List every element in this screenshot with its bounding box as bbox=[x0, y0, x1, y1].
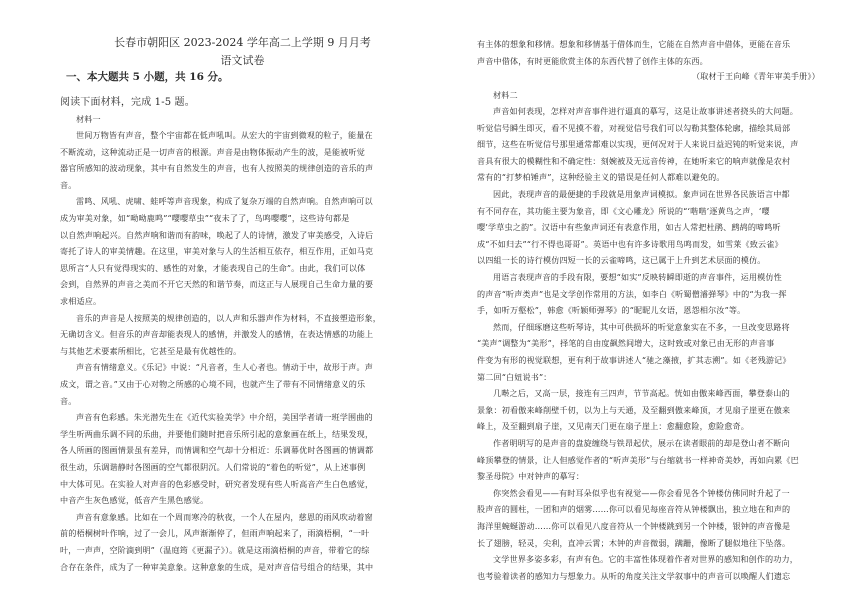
text-line: 以自然声响起兴。自然声响和谐而有韵味，唤起了人的诗情，激发了审美感受，入诗后 bbox=[60, 229, 374, 240]
material2-label: 材料二 bbox=[493, 90, 518, 100]
text-line: 峰上，及至翻到扇子崖，又见南天门更在扇子崖上：愈翻愈险，愈险愈奇。 bbox=[477, 421, 750, 432]
text-line: 然而，仔细琢磨这些听琴诗，其中可供损坏的听觉意象实在不多，一旦改变思路将 bbox=[493, 321, 790, 332]
text-line: 声音中借体，有时更能欣赏主体的东西代替了创作主体的东西。 bbox=[477, 55, 708, 66]
text-line: 会到，自然界的声音之美而不开它天然的和谐节奏，而这正与人展现自己生命力量的要 bbox=[60, 279, 374, 290]
text-line: 也考验着读者的感知力与想象力。从听的角度关注文学叙事中的声音可以唤醒人们遗忘 bbox=[477, 570, 791, 581]
text-line: 寄托了诗人的审美情趣。在这里，审美对象与人的生活相互依存，相互作用，正如马克 bbox=[60, 246, 374, 257]
text-line: 听觉信号瞬生即灭，看不见摸不着，对视觉信号我们可以勾勒其整体轮廓，描绘其局部 bbox=[477, 122, 791, 133]
text-line: 不断流动，这种流动正是一切声音的根源。声音是由物体振动产生的波，是能被听觉 bbox=[60, 146, 366, 157]
source-citation: （取材于王向峰《青年审美手册》） bbox=[692, 71, 820, 81]
text-line: 文学世界多姿多彩，有声有色。它的丰富性体现着作者对世界的感知和创作的功力， bbox=[493, 554, 799, 565]
text-line: 音乐的声音是人按照美的规律创造的，以人声和乐器声作为材料，不直接塑造形象， bbox=[76, 312, 382, 323]
text-line: 很生动，乐调谐静时各图画的空气都很阴沉。人们常说的“着色的听觉”，从上述事例 bbox=[60, 462, 366, 472]
text-line: 声音有情绪意义。《乐记》中说：“凡音者，生人心者也。情动于中，故形于声。声 bbox=[76, 362, 374, 373]
text-line: 手，如听万壑松”，韩愈《听颖师弹琴》的“昵昵儿女语，恩怨相尔汝”等。 bbox=[477, 305, 746, 316]
text-line: 求相适应。 bbox=[60, 296, 102, 306]
text-line: 前的梧桐树叶作响，过了一会儿，风声渐渐停了，但雨声响起来了，雨滴梧桐，“一叶 bbox=[60, 528, 370, 539]
text-line: 声音有色彩感。朱光潜先生在《近代实验美学》中介绍，美国学者请一班学围曲的 bbox=[76, 412, 373, 423]
text-line: 细节，这些在听觉信号那里通常都难以实现，更何况对于人来说日益迟钝的听觉来说，声 bbox=[477, 139, 799, 150]
exam-title: 长春市朝阳区 2023-2024 学年高二上学期 9 月月考 bbox=[114, 36, 371, 49]
text-line: 因此，表现声音的最便捷的手段就是用象声词模拟。象声词在世界各民族语言中都 bbox=[493, 189, 790, 199]
text-line: 长了翅膀，轻灵，尖利，直冲云霄；木钟的声音微弱，蹒跚，像断了腿似地往下坠落。 bbox=[477, 537, 791, 548]
text-line: 声音如何表现，怎样对声音事件进行逼真的摹写，这是让故事讲述者挠头的大问题。 bbox=[493, 106, 799, 116]
instruction-text: 阅读下面材料，完成 1-5 题。 bbox=[60, 97, 195, 108]
text-line: 嘤’学草虫之韵”。汉语中有些象声词还有表意作用，如古人常把杜鹃、鹧鸪的啼鸣听 bbox=[477, 222, 781, 233]
section-heading: 一、本大题共 5 小题，共 16 分。 bbox=[66, 71, 229, 83]
text-line: 以四組一长的诗行模仿四短一长的云雀啼鸣，这已属于上升到艺术层面的模仿。 bbox=[477, 255, 766, 266]
text-line: 各人所画的图画情景虽有差异，而情调和空气却十分相近：乐调幕优时各图画的情调都 bbox=[60, 445, 374, 456]
text-line: 成为审美对象，如“呦呦鹿鸣”“嘤嘤草虫”“夜未了了，鸟鸣嘤嘤”，这些诗句都是 bbox=[60, 213, 350, 223]
text-line: 世间万物皆有声音，整个宇宙都在低声吼叫。从宏大的宇宙到微观的粒子，能量在 bbox=[76, 130, 373, 140]
text-line: 峰顶攀登的情景，让人但感觉作者的“听声美形”与台缩就书一样神奇美妙，再如向累《巴 bbox=[477, 454, 799, 465]
text-line: “美声”调整为“美形”，择笔的自由度飙然间增大，这时致或对象已由无形的声音事 bbox=[477, 338, 775, 349]
exam-subtitle: 语文试卷 bbox=[220, 54, 265, 67]
text-line: 成文，谓之音。”又由于心对物之所感的心境不同，也就产生了带有不同情绪意义的乐 bbox=[60, 379, 366, 389]
text-line: 音。 bbox=[60, 179, 77, 190]
text-line: 用语言表现声音的手段有限，要想“如实”反映转瞬即逝的声音事件，运用模仿性 bbox=[493, 272, 782, 282]
text-line: 思所言“人只有觉得现实的、感性的对象，才能表现自己的生命”。由此，我们可以体 bbox=[60, 262, 366, 273]
text-line: 叶，一声声，空阶滴到明”（温庭筠《更漏子》）。就是这雨滴梧桐的声音，带着它的综 bbox=[60, 545, 370, 555]
text-line: 中大体可见。在实验人对声音的色彩感受时，研究者发现有些人听高音产生白色感觉， bbox=[60, 478, 374, 489]
material1-label: 材料一 bbox=[76, 114, 101, 124]
text-line: 成“不如归去”“行不得也哥哥”。英语中也有许多诗歌用鸟鸣而发，如雪莱《致云雀》 bbox=[477, 238, 783, 249]
text-line: 股声音的圆柱，一团和声的烟雾……你可以看见每座音符从钟楼飘出，独立地在和声的 bbox=[477, 504, 791, 515]
text-line: 景象：初看傲来峰削壁千仞，以为上与天通，及至翻到傲来峰顶，才见扇子崖更在傲来 bbox=[477, 404, 791, 415]
text-line: 中音产生灰色感觉，低音产生黑色感觉。 bbox=[60, 495, 209, 506]
text-line: 器官所感知的波动现象，其中有自然发生的声音，也有人按照美的规律创造的音乐的声 bbox=[60, 163, 374, 174]
text-line: 常有的“打梦柏锤声”，这种经验主义的错误是任何人都难以避免的。 bbox=[477, 172, 725, 183]
text-line: 的声音“听声类声”也是文学创作常用的方法，如李白《听蜀僧濬弹琴》中的“为我一挥 bbox=[477, 288, 787, 299]
text-line: 有主体的想象和移情。想象和移情基于借体而生，它能在自然声音中借体，更能在音乐 bbox=[477, 39, 791, 49]
text-line: 作者明明写的是声音的盘旋缠绕与铁昂起伏，展示在读者眼前的却是登山者不断向 bbox=[493, 438, 790, 448]
text-line: 有不同存在，其功能主要为象音，即《文心雕龙》所说的“‘喈喈’逐黄鸟之声，‘嘤 bbox=[477, 205, 770, 216]
text-line: 你突然会看见——有时耳朵似乎也有视觉——你会看见各个钟楼仿佛同时升起了一 bbox=[493, 487, 790, 498]
text-line: 第二回“白妞说书”： bbox=[477, 371, 552, 382]
text-line: 黎圣母院》中对钟声的摹写： bbox=[477, 471, 585, 482]
text-line: 声音有意象感。比如在一个周而寒冷的秋夜，一个人在屋内，慈恩的雨风吹动着窗 bbox=[76, 511, 373, 522]
text-line: 雷鸣、风吼、虎啸、蛙呼等声音现象，构成了复杂万端的自然声响。自然声响可以 bbox=[76, 196, 373, 207]
text-line: 合存在条件，成为了一种审美意象。这种意象的生成，是对声音信号组合的结果，其中 bbox=[60, 561, 374, 572]
text-line: 海洋里蜿蜒游动……你可以看见八度音符从一个钟楼跳到另一个钟楼，银钟的声音像是 bbox=[477, 521, 791, 531]
text-line: 与其他艺术要素所相比，它甚至是最有优越性的。 bbox=[60, 345, 242, 356]
text-line: 件变为有形的视觉联想，更有利于故事讲述人“驰之藻掖，扩其志溯”。如《老残游记》 bbox=[477, 355, 791, 365]
text-line: 几啭之后，又高一层，接连有三四声，节节高起。恍如由傲来峰西面，攀登泰山的 bbox=[493, 388, 790, 399]
text-line: 无确切含义。但音乐的声音却能表现人的感情，并激发人的感情，在表达情感的功能上 bbox=[60, 329, 374, 340]
text-line: 音。 bbox=[60, 395, 77, 406]
text-line: 学生听两曲乐调不同的乐曲，并要他们随时把音乐所引起的意象画在纸上，结果发现， bbox=[60, 428, 374, 439]
text-line: 音具有很大的模糊性和不确定性：刻婉被及无远音传神，在她听来它的响声就像是农村 bbox=[477, 155, 791, 166]
